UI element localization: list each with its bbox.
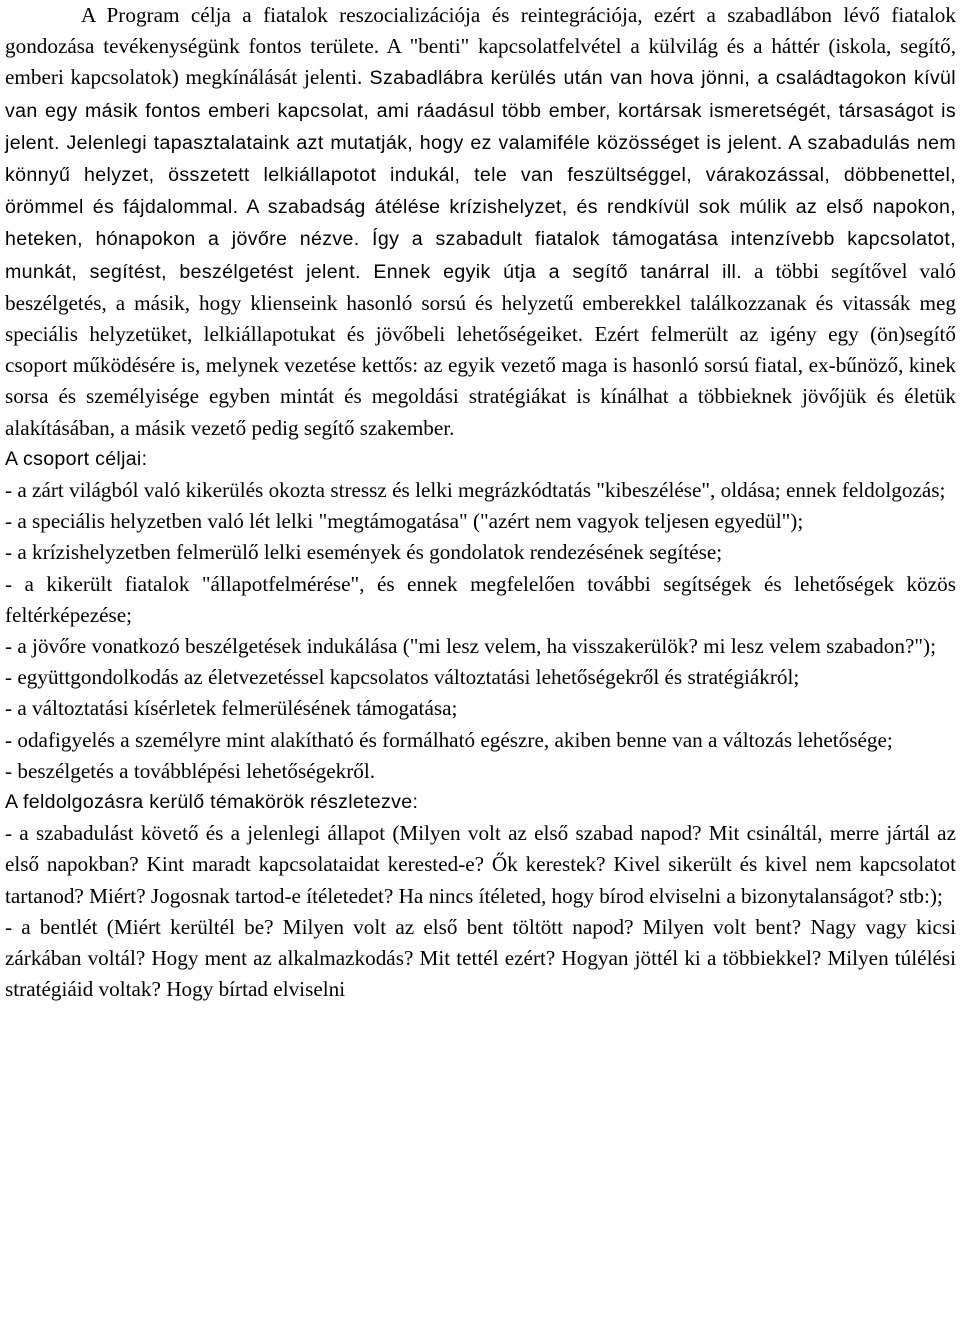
topic-item: - a bentlét (Miért kerültél be? Milyen volt az első bent töltött napod? Milyen volt bent? Nagy vagy kicsi zárkában voltál? Hogy ment az alkalmazkodás? Mit tettél ezért? Hogyan jöttél ki a többiekkel? Milyen túlélési stratégiáid voltak? Hogy bírtad elviselni — [5, 914, 956, 1002]
topics-heading: A feldolgozásra kerülő témakörök részletezve: — [5, 791, 419, 814]
goal-item: - a jövőre vonatkozó beszélgetések indukálása ("mi lesz velem, ha visszakerülök? mi lesz velem szabadon?"); — [5, 634, 936, 659]
intro-sentence-release: Szabadlábra kerülés után van hova jönni, a családtagokon kívül van egy másik fontos emberi kapcsolat, ami ráadásul több ember, kortársak ismeretségét, társaságot is jelent. Jelenlegi tapasztalataink azt mutatják, hogy ez valamiféle közösséget is jelent. A szabadulás nem könnyű helyzet, összetett lelkiállapotot indukál, tele van feszültséggel, várakozással, döbbenettel, örömmel és fájdalommal. A szabadság átélése krízishelyzet, és rendkívül sok múlik az első napokon, heteken, hónapokon a jövőre nézve. Így a szabadult fiatalok támogatása intenzívebb kapcsolatot, munkát, segítést, beszélgetést jelent. Ennek egyik útja a segítő tanárral ill. — [5, 67, 956, 283]
goal-item: - beszélgetés a továbblépési lehetőségekről. — [5, 758, 376, 783]
goal-item: - a zárt világból való kikerülés okozta stressz és lelki megrázkódtatás "kibeszélése", oldása; ennek feldolgozás; — [5, 478, 946, 503]
intro-sentence-program: A Program célja a fiatalok reszocializációja és reintegrációja, ezért a szabadlábon lévő fiatalok gondozása tevékenységünk fontos területe. A "benti" kapcsolatfelvétel a külvilág és a háttér (iskola, segítő, emberi kapcsolatok) megkínálását jelenti. — [5, 3, 956, 90]
goal-item: - a kikerült fiatalok "állapotfelmérése", és ennek megfelelően további segítségek és lehetőségek közös feltérképezése; — [5, 571, 956, 627]
goal-item: - a krízishelyzetben felmerülő lelki események és gondolatok rendezésének segítése; — [5, 540, 723, 565]
goal-item: - együttgondolkodás az életvezetéssel kapcsolatos változtatási lehetőségekről és stratégiákról; — [5, 665, 800, 690]
goals-list — [5, 475, 956, 787]
goal-item: - odafigyelés a személyre mint alakítható és formálható egészre, akiben benne van a változás lehetősége; — [5, 727, 893, 752]
intro-paragraph — [5, 0, 956, 444]
goal-item: - a speciális helyzetben való lét lelki "megtámogatása" ("azért nem vagyok teljesen egyedül"); — [5, 509, 804, 534]
document-page — [5, 0, 956, 1006]
goals-heading: A csoport céljai: — [5, 447, 148, 470]
topic-item: - a szabadulást követő és a jelenlegi állapot (Milyen volt az első szabad napod? Mit csináltál, merre jártál az első napokban? Kint maradt kapcsolataidat kerested-e? Ők kerestek? Kivel sikerült és kivel nem kapcsolatot tartanod? Miért? Jogosnak tartod-e ítéletedet? Ha nincs ítéleted, hogy bírod elviselni a bizonytalanságot? stb:); — [5, 821, 956, 908]
goal-item: - a változtatási kísérletek felmerülésének támogatása; — [5, 696, 458, 721]
topics-list — [5, 818, 956, 1005]
intro-sentence-group: a többi segítővel való beszélgetés, a másik, hogy klienseink hasonló sorsú és helyzetű emberekkel találkozzanak és vitassák meg speciális helyzetüket, lelkiállapotukat és jövőbeli lehetőségeiket. Ezért felmerült az igény egy (ön)segítő csoport működésére is, melynek vezetése kettős: az egyik vezető maga is hasonló sorsú fiatal, ex-bűnöző, kinek sorsa és személyisége egyben mintát és megoldási stratégiákat is kínálhat a többieknek jövőjük és életük alakításában, a másik vezető pedig segítő szakember. — [5, 258, 956, 440]
